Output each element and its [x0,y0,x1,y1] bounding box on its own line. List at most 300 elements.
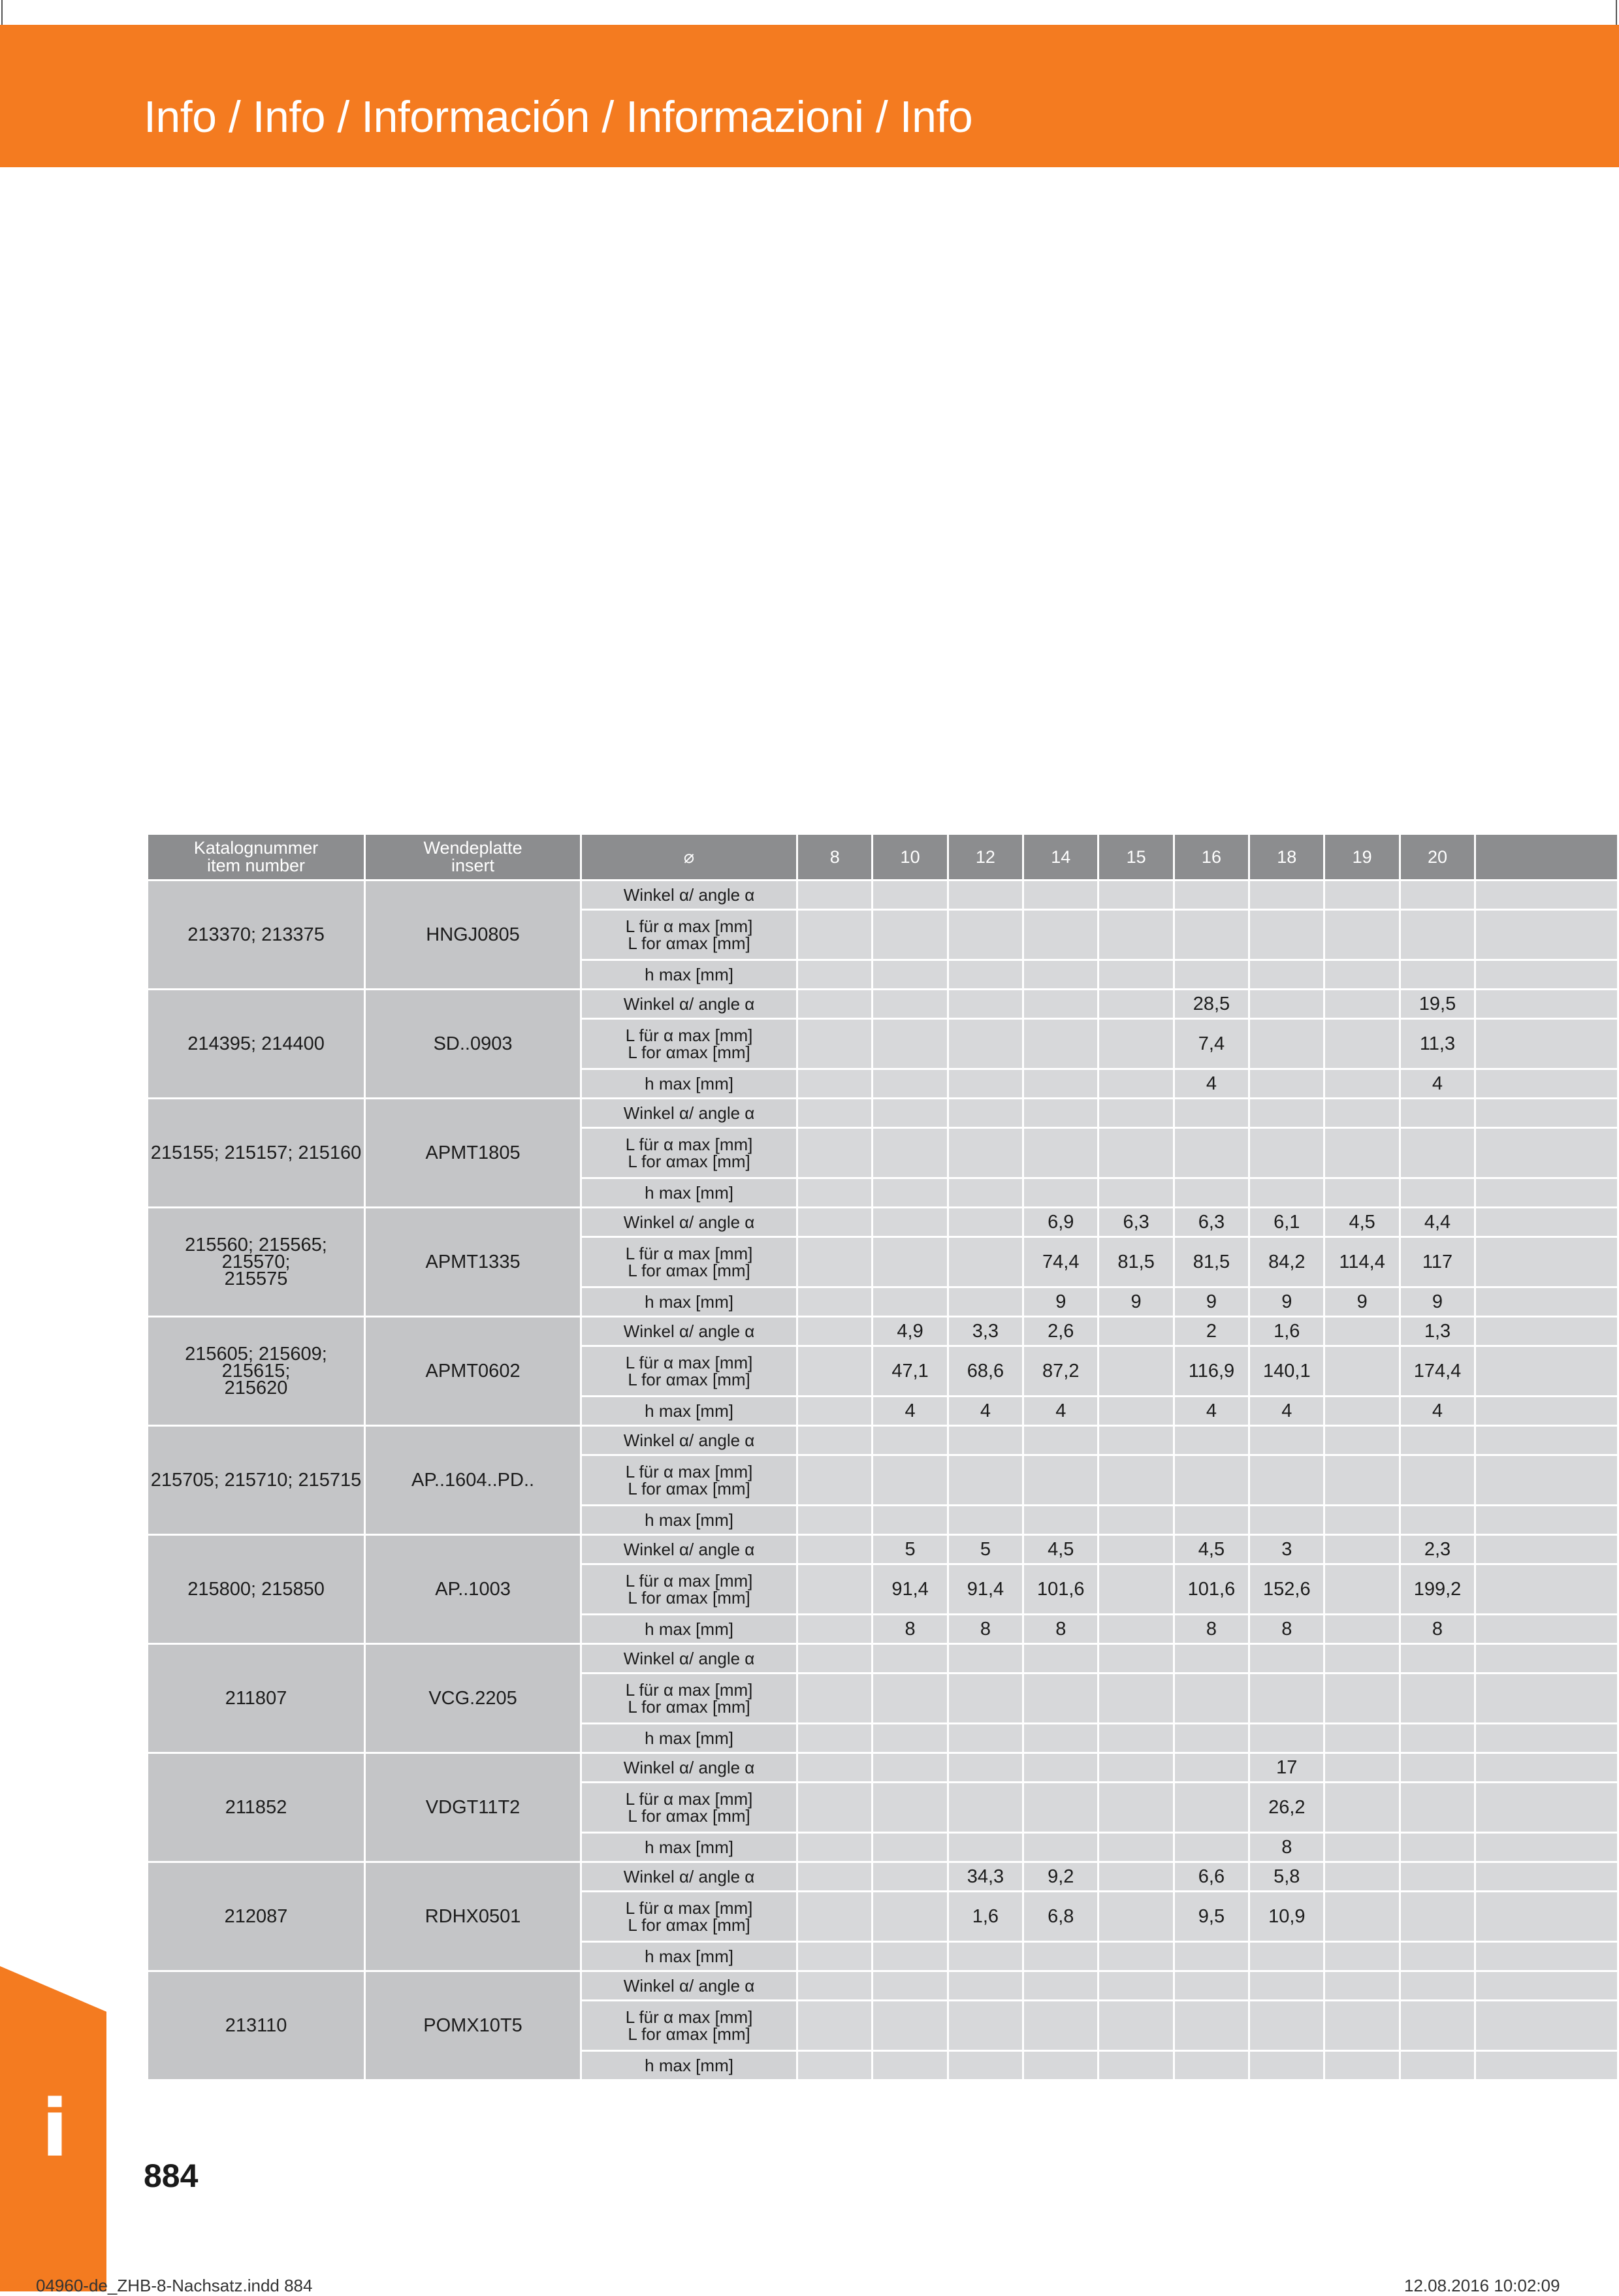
value-cell [1023,1128,1098,1178]
value-cell [1324,1455,1400,1506]
value-cell [1400,1506,1475,1535]
item-number-cell [148,990,365,1099]
value-cell [1174,1099,1249,1128]
value-cell: 84,2 [1249,1237,1324,1287]
value-cell [1249,1069,1324,1099]
value-cell [1249,881,1324,910]
value-cell [873,1506,948,1535]
value-cell [1098,1455,1174,1506]
item-number-line: 215705; 215710; 215715 [150,1470,362,1491]
table-row [148,1208,1618,1237]
value-cell [1475,2001,1618,2051]
value-cell [1324,1971,1400,2001]
item-number-line: 215155; 215157; 215160 [150,1142,362,1163]
param-label-length [581,2001,797,2051]
value-cell [1174,1942,1249,1971]
value-cell [1098,1724,1174,1753]
value-cell: 4 [1174,1397,1249,1426]
value-cell [1174,1783,1249,1833]
value-cell [873,2001,948,2051]
value-cell [1475,1208,1618,1237]
value-cell [873,1128,948,1178]
param-label-angle: Winkel α/ angle α [581,1862,797,1892]
item-number-cell [148,1535,365,1644]
value-cell: 1,6 [948,1892,1023,1942]
value-cell [1475,1564,1618,1615]
param-label-length-en: L for αmax [mm] [628,1152,750,1171]
header-diameter: 16 [1174,834,1249,881]
value-cell: 4 [873,1397,948,1426]
param-label-length-de: L für α max [mm] [625,1244,753,1263]
value-cell [1098,1178,1174,1208]
value-cell: 3,3 [948,1317,1023,1346]
param-label-length-en: L for αmax [mm] [628,1588,750,1608]
table-header [148,834,1618,881]
value-cell [1098,1615,1174,1644]
header-diameter [1475,834,1618,881]
value-cell [797,1099,873,1128]
table-row [148,1099,1618,1128]
value-cell [1324,1346,1400,1397]
value-cell [1023,1833,1098,1862]
value-cell: 6,3 [1174,1208,1249,1237]
value-cell: 9 [1249,1287,1324,1317]
value-cell [948,1971,1023,2001]
insert-cell: AP..1604..PD.. [365,1426,581,1535]
header-insert-de: Wendeplatte [423,838,522,858]
value-cell [1475,1426,1618,1455]
param-label-angle: Winkel α/ angle α [581,1426,797,1455]
value-cell [1023,960,1098,990]
insert-cell: RDHX0501 [365,1862,581,1971]
value-cell [948,1833,1023,1862]
value-cell [797,1971,873,2001]
value-cell [1023,1069,1098,1099]
value-cell [873,1753,948,1783]
value-cell [1098,1535,1174,1564]
item-number-cell [148,1644,365,1753]
value-cell: 7,4 [1174,1019,1249,1069]
value-cell [1023,1673,1098,1724]
value-cell: 1,3 [1400,1317,1475,1346]
value-cell [1098,1397,1174,1426]
value-cell [1475,1397,1618,1426]
value-cell [1475,1237,1618,1287]
item-number-cell [148,1753,365,1862]
value-cell [797,1397,873,1426]
value-cell: 4,4 [1400,1208,1475,1237]
value-cell [948,1455,1023,1506]
value-cell [797,910,873,960]
value-cell [1475,1753,1618,1783]
value-cell [1174,960,1249,990]
value-cell [1324,1673,1400,1724]
value-cell: 87,2 [1023,1346,1098,1397]
value-cell [1098,990,1174,1019]
value-cell [1475,990,1618,1019]
value-cell [1400,1426,1475,1455]
value-cell: 8 [948,1615,1023,1644]
value-cell [1249,2001,1324,2051]
value-cell: 19,5 [1400,990,1475,1019]
value-cell [1400,1892,1475,1942]
value-cell: 8 [873,1615,948,1644]
crop-mark-left [1,0,3,25]
value-cell [948,1069,1023,1099]
value-cell [948,1287,1023,1317]
param-label-length-de: L für α max [mm] [625,1680,753,1700]
param-label-length [581,1128,797,1178]
insert-cell: APMT0602 [365,1317,581,1426]
value-cell [1324,1644,1400,1673]
value-cell [948,1644,1023,1673]
param-label-hmax: h max [mm] [581,1287,797,1317]
value-cell [1249,1178,1324,1208]
value-cell [797,1287,873,1317]
value-cell [873,910,948,960]
value-cell: 5 [948,1535,1023,1564]
value-cell [1174,1971,1249,2001]
header-diameter: 20 [1400,834,1475,881]
value-cell [873,2051,948,2080]
value-cell [1249,960,1324,990]
item-number-cell [148,1317,365,1426]
value-cell: 91,4 [873,1564,948,1615]
value-cell [1249,2051,1324,2080]
value-cell [948,2051,1023,2080]
value-cell [1324,1942,1400,1971]
param-label-length-en: L for αmax [mm] [628,1915,750,1935]
value-cell: 8 [1249,1833,1324,1862]
value-cell [1475,1535,1618,1564]
value-cell [797,1535,873,1564]
value-cell: 199,2 [1400,1564,1475,1615]
value-cell [797,1942,873,1971]
param-label-hmax: h max [mm] [581,960,797,990]
param-label-hmax: h max [mm] [581,1178,797,1208]
value-cell [1023,1019,1098,1069]
value-cell [1249,1942,1324,1971]
value-cell [1098,1564,1174,1615]
value-cell [1475,1724,1618,1753]
param-label-length-de: L für α max [mm] [625,1026,753,1045]
insert-cell: HNGJ0805 [365,881,581,990]
value-cell [873,1426,948,1455]
value-cell [797,1564,873,1615]
value-cell: 5,8 [1249,1862,1324,1892]
value-cell [1324,1892,1400,1942]
value-cell [1324,990,1400,1019]
param-label-length-en: L for αmax [mm] [628,1806,750,1826]
value-cell [797,1644,873,1673]
value-cell [1023,1426,1098,1455]
value-cell [1023,990,1098,1019]
header-item-number-en: item number [206,856,306,875]
value-cell [1475,1506,1618,1535]
value-cell [1098,1783,1174,1833]
header-insert [365,834,581,881]
value-cell [873,1783,948,1833]
value-cell [873,1019,948,1069]
value-cell: 4 [948,1397,1023,1426]
value-cell [948,910,1023,960]
value-cell [1098,1128,1174,1178]
value-cell [1249,910,1324,960]
value-cell [1475,960,1618,990]
value-cell [797,1019,873,1069]
param-label-length-de: L für α max [mm] [625,2007,753,2027]
item-number-line: 215620 [224,1378,288,1399]
value-cell [948,960,1023,990]
crop-mark-right [1616,0,1617,25]
value-cell [1324,1833,1400,1862]
value-cell [1475,1673,1618,1724]
value-cell [1400,1644,1475,1673]
value-cell [1174,910,1249,960]
value-cell [873,1208,948,1237]
value-cell [873,990,948,1019]
value-cell: 91,4 [948,1564,1023,1615]
value-cell [1098,1673,1174,1724]
param-label-length-en: L for αmax [mm] [628,1043,750,1062]
table-body [148,881,1618,2080]
value-cell [1475,1346,1618,1397]
item-number-cell [148,1426,365,1535]
value-cell: 9 [1023,1287,1098,1317]
value-cell [1098,1892,1174,1942]
value-cell [1174,881,1249,910]
param-label-angle: Winkel α/ angle α [581,1099,797,1128]
value-cell [797,1178,873,1208]
value-cell [1249,1455,1324,1506]
value-cell [1324,2051,1400,2080]
value-cell [1324,910,1400,960]
value-cell [1023,1455,1098,1506]
value-cell [1174,1644,1249,1673]
insert-cell: VCG.2205 [365,1644,581,1753]
value-cell: 5 [873,1535,948,1564]
item-number-line: 215800; 215850 [187,1579,325,1600]
value-cell [1174,1673,1249,1724]
value-cell [797,1753,873,1783]
value-cell [873,1862,948,1892]
value-cell [948,1506,1023,1535]
value-cell [1324,1564,1400,1615]
item-number-cell [148,1208,365,1317]
param-label-hmax: h max [mm] [581,1397,797,1426]
value-cell [797,1237,873,1287]
insert-cell: POMX10T5 [365,1971,581,2080]
value-cell [1098,1833,1174,1862]
value-cell [797,1346,873,1397]
footer-file-info: 04960-de_ZHB-8-Nachsatz.indd 884 [36,2276,313,2295]
value-cell: 2,6 [1023,1317,1098,1346]
value-cell [797,881,873,910]
value-cell [1475,1069,1618,1099]
value-cell: 8 [1023,1615,1098,1644]
item-number-cell [148,1862,365,1971]
item-number-line: 213370; 213375 [187,924,325,945]
value-cell [1098,881,1174,910]
value-cell [1174,1128,1249,1178]
value-cell [1023,2051,1098,2080]
value-cell [1324,1615,1400,1644]
insert-cell: SD..0903 [365,990,581,1099]
value-cell [1249,1128,1324,1178]
value-cell [1249,1099,1324,1128]
value-cell [1098,1099,1174,1128]
value-cell [1475,1317,1618,1346]
value-cell [1475,1615,1618,1644]
value-cell [1324,881,1400,910]
value-cell [1475,1019,1618,1069]
value-cell [1324,1506,1400,1535]
value-cell [797,1615,873,1644]
value-cell [948,1426,1023,1455]
item-number-line: 215575 [224,1269,288,1289]
value-cell [797,1892,873,1942]
value-cell: 4 [1174,1069,1249,1099]
value-cell [873,1892,948,1942]
value-cell: 152,6 [1249,1564,1324,1615]
value-cell [873,1971,948,2001]
param-label-length-en: L for αmax [mm] [628,1479,750,1498]
value-cell [1098,1644,1174,1673]
value-cell: 3 [1249,1535,1324,1564]
value-cell [1475,2051,1618,2080]
value-cell [1324,960,1400,990]
value-cell [1023,1753,1098,1783]
value-cell [1400,1128,1475,1178]
item-number-line: 214395; 214400 [187,1033,325,1054]
value-cell: 17 [1249,1753,1324,1783]
value-cell [873,1099,948,1128]
value-cell [1400,1178,1475,1208]
table-row [148,1971,1618,2001]
value-cell [1174,1724,1249,1753]
value-cell [797,2051,873,2080]
value-cell [797,1833,873,1862]
value-cell [948,1673,1023,1724]
value-cell: 4 [1023,1397,1098,1426]
header-row [148,834,1618,881]
param-label-angle: Winkel α/ angle α [581,881,797,910]
value-cell [1174,2001,1249,2051]
value-cell [1400,1783,1475,1833]
value-cell [797,1506,873,1535]
value-cell [873,1942,948,1971]
value-cell [1098,960,1174,990]
value-cell: 9 [1098,1287,1174,1317]
param-label-length-en: L for αmax [mm] [628,1261,750,1280]
value-cell: 26,2 [1249,1783,1324,1833]
value-cell: 9 [1400,1287,1475,1317]
value-cell [797,960,873,990]
value-cell [1475,1942,1618,1971]
table-row [148,1535,1618,1564]
value-cell: 6,1 [1249,1208,1324,1237]
value-cell [1098,1426,1174,1455]
header-item-number-de: Katalognummer [193,838,319,858]
item-number-line: 215560; 215565; 215570; [185,1235,327,1272]
param-label-hmax: h max [mm] [581,1724,797,1753]
value-cell [1023,1724,1098,1753]
value-cell [1023,910,1098,960]
value-cell: 8 [1174,1615,1249,1644]
header-item-number [148,834,365,881]
value-cell [948,1942,1023,1971]
value-cell [948,1128,1023,1178]
value-cell [797,990,873,1019]
value-cell: 10,9 [1249,1892,1324,1942]
value-cell [1324,1178,1400,1208]
param-label-length-de: L für α max [mm] [625,1353,753,1372]
value-cell [797,1783,873,1833]
value-cell [1400,2051,1475,2080]
value-cell [1400,1971,1475,2001]
value-cell: 4,5 [1023,1535,1098,1564]
value-cell [1324,1317,1400,1346]
param-label-hmax: h max [mm] [581,1942,797,1971]
value-cell [1400,1455,1475,1506]
value-cell [1400,881,1475,910]
value-cell [1475,1833,1618,1862]
value-cell [1400,1753,1475,1783]
item-number-line: 211852 [225,1797,287,1818]
value-cell: 68,6 [948,1346,1023,1397]
value-cell [948,2001,1023,2051]
value-cell: 9,5 [1174,1892,1249,1942]
param-label-length [581,1346,797,1397]
value-cell [1174,1426,1249,1455]
value-cell [873,1833,948,1862]
value-cell [1098,1506,1174,1535]
param-label-length [581,1019,797,1069]
param-label-length-en: L for αmax [mm] [628,933,750,953]
header-diameter-symbol: ⌀ [581,834,797,881]
footer-timestamp: 12.08.2016 10:02:09 [1404,2276,1560,2295]
value-cell [1324,1724,1400,1753]
insert-cell: APMT1335 [365,1208,581,1317]
value-cell [1023,1644,1098,1673]
param-label-angle: Winkel α/ angle α [581,1317,797,1346]
value-cell [1400,1942,1475,1971]
value-cell [797,1455,873,1506]
value-cell [1324,1753,1400,1783]
value-cell [1249,1426,1324,1455]
value-cell [1249,1506,1324,1535]
param-label-angle: Winkel α/ angle α [581,1535,797,1564]
value-cell [1400,1862,1475,1892]
value-cell [948,881,1023,910]
value-cell [1475,1644,1618,1673]
page-number: 884 [144,2158,199,2194]
table-row [148,1317,1618,1346]
value-cell [873,881,948,910]
value-cell [1324,1535,1400,1564]
param-label-length-de: L für α max [mm] [625,916,753,936]
value-cell: 4,5 [1324,1208,1400,1237]
value-cell [797,1317,873,1346]
value-cell [1400,910,1475,960]
value-cell: 140,1 [1249,1346,1324,1397]
value-cell: 117 [1400,1237,1475,1287]
value-cell: 9 [1174,1287,1249,1317]
value-cell [873,960,948,990]
header-diameter: 8 [797,834,873,881]
param-label-length-de: L für α max [mm] [625,1898,753,1918]
value-cell [1249,1971,1324,2001]
